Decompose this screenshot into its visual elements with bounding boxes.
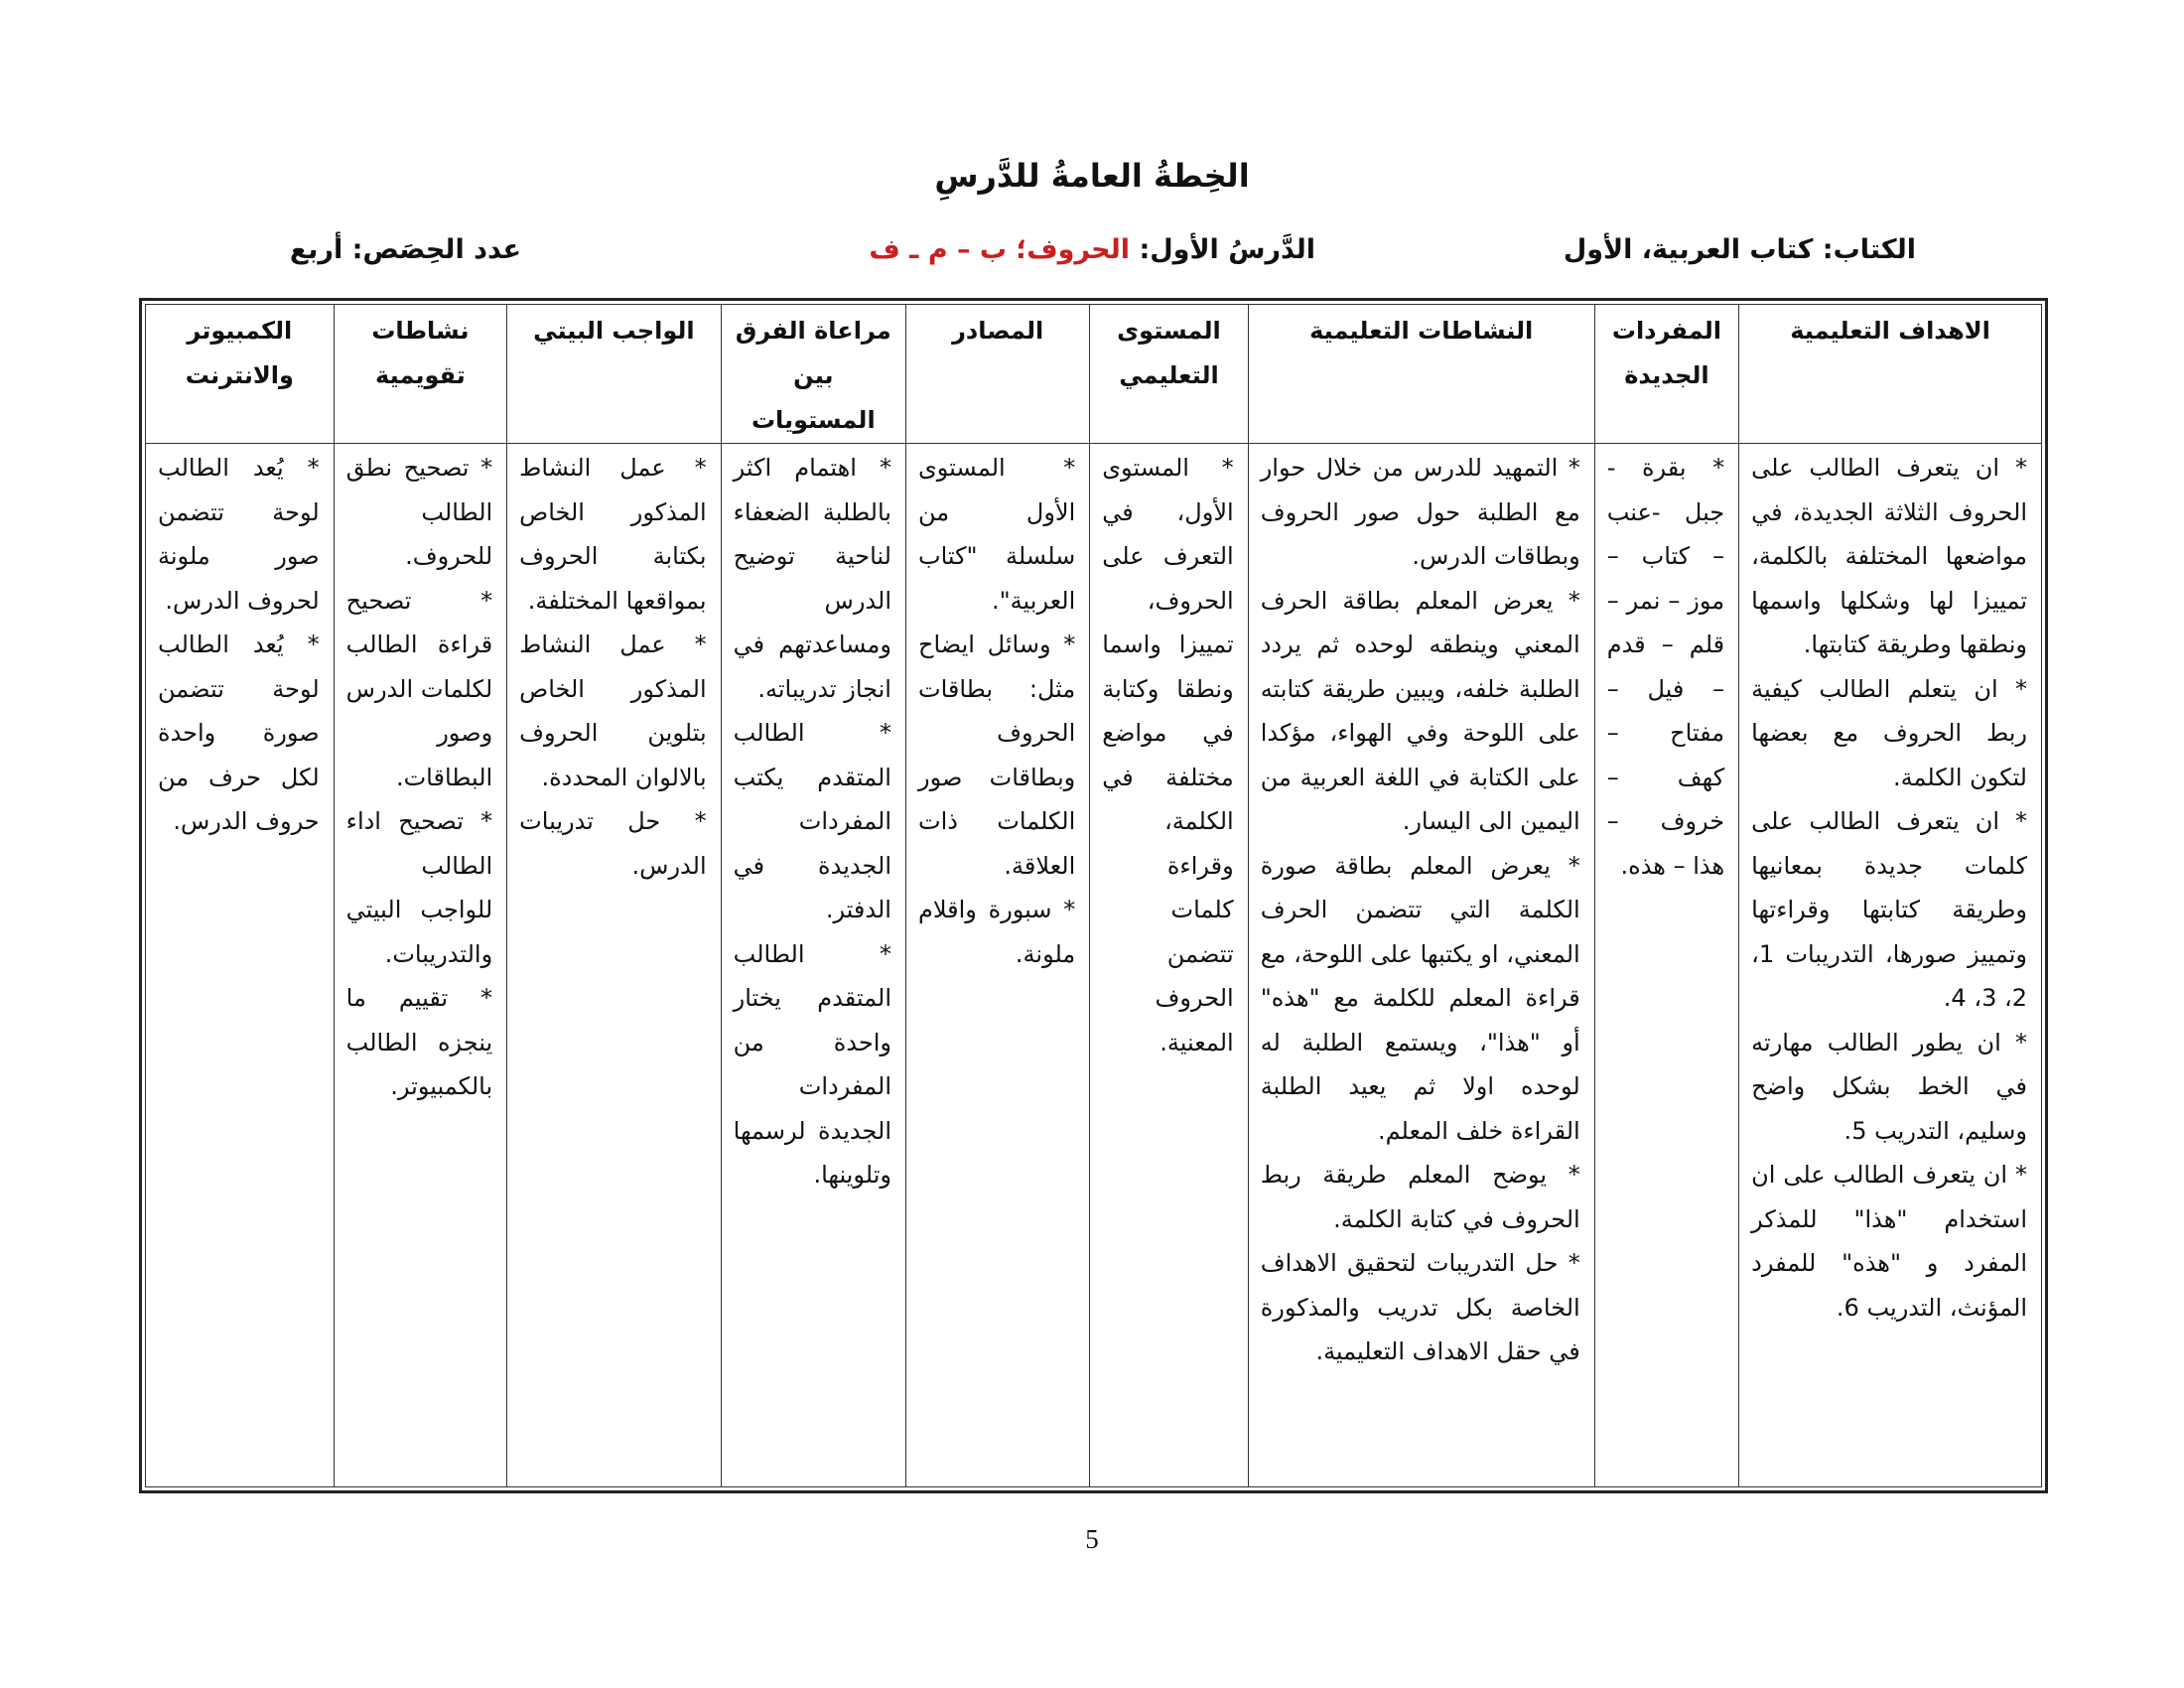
header-resources: المصادر	[905, 305, 1089, 444]
homework-item: * حل تدريبات الدرس.	[519, 807, 707, 880]
header-assessment: نشاطات تقويمية	[334, 305, 507, 444]
activity-item: * التمهيد للدرس من خلال حوار مع الطلبة حول صور الحروف وبطاقات الدرس.	[1260, 454, 1580, 570]
page-title: الخِطةُ العامةُ للدَّرسِ	[934, 157, 1250, 195]
objective-item: * ان يتعرف الطالب على ان استخدام "هذا" للمذكر المفرد و "هذه" للمفرد المؤنث، التدريب 6.	[1751, 1161, 2027, 1322]
objective-item: * ان يتعلم الطالب كيفية ربط الحروف مع بعضها لتكون الكلمة.	[1751, 674, 2027, 791]
table-header-row	[146, 305, 2042, 444]
cell-new-vocabulary	[1594, 444, 1738, 1487]
objective-item: * ان يتعرف الطالب على الحروف الثلاثة الجديدة، في مواضعها المختلفة بالكلمة، تمييزا لها وشكلها واسمها ونطقها وطريقة كتابتها.	[1751, 454, 2027, 658]
table-row	[146, 444, 2042, 1487]
lesson-topic: الحروف؛ ب – م ـ ف	[869, 234, 1131, 265]
header-differentiation: مراعاة الفرق بين المستويات	[721, 305, 905, 444]
activity-item: * يعرض المعلم بطاقة الحرف المعني وينطقه لوحده ثم يردد الطلبة خلفه، ويبين طريقة كتابته على اللوحة وفي الهواء، مؤكدا على الكتابة في اللغة العربية من اليمين الى اليسار.	[1260, 586, 1580, 835]
cell-level	[1090, 444, 1248, 1487]
assessment-item: * تقييم ما ينجزه الطالب بالكمبيوتر.	[345, 984, 493, 1100]
objective-item: * ان يتعرف الطالب على كلمات جديدة بمعانيها وطريقة كتابتها وقراءتها وتمييز صورها، التدريبات 1، 2، 3، 4.	[1751, 807, 2027, 1012]
vocabulary-list: * بقرة - جبل -عنب – كتاب – موز – نمر – قلم – قدم – فيل – مفتاح – كهف – خروف – هذا – هذه.	[1606, 454, 1725, 880]
computer-item: * يُعد الطالب لوحة تتضمن صور ملونة لحروف الدرس.	[158, 454, 320, 615]
header-level: المستوى التعليمي	[1090, 305, 1248, 444]
activity-item: * يوضح المعلم طريقة ربط الحروف في كتابة الكلمة.	[1260, 1161, 1580, 1233]
computer-item: * يُعد الطالب لوحة تتضمن صورة واحدة لكل حرف من حروف الدرس.	[158, 631, 320, 835]
activity-item: * يعرض المعلم بطاقة صورة الكلمة التي تتضمن الحرف المعني، او يكتبها على اللوحة، مع قراءة المعلم للكلمة مع "هذه" أو "هذا"، ويستمع الطلبة له لوحده اولا ثم يعيد الطلبة القراءة خلف المعلم.	[1260, 851, 1580, 1145]
cell-objectives	[1739, 444, 2042, 1487]
book-label: الكتاب: كتاب العربية، الأول	[1563, 234, 1916, 265]
differentiation-item: * الطالب المتقدم يكتب المفردات الجديدة في الدفتر.	[733, 719, 891, 923]
cell-learning-activities	[1248, 444, 1594, 1487]
cell-assessment	[334, 444, 507, 1487]
resource-item: * المستوى الأول من سلسلة "كتاب العربية".	[917, 454, 1076, 615]
cell-homework	[507, 444, 721, 1487]
level-item: * المستوى الأول، في التعرف على الحروف، تمييزا واسما ونطقا وكتابة في مواضع مختلفة في الكلمة، وقراءة كلمات تتضمن الحروف المعنية.	[1102, 454, 1234, 1056]
activity-item: * حل التدريبات لتحقيق الاهداف الخاصة بكل تدريب والمذكورة في حقل الاهداف التعليمية.	[1260, 1249, 1580, 1365]
cell-computer-internet	[146, 444, 335, 1487]
header-objectives: الاهداف التعليمية	[1739, 305, 2042, 444]
resource-item: * سبورة واقلام ملونة.	[917, 896, 1076, 968]
differentiation-item: * اهتمام اكثر بالطلبة الضعفاء لناحية توضيح الدرس ومساعدتهم في انجاز تدريباته.	[733, 454, 891, 703]
assessment-item: * تصحيح قراءة الطالب لكلمات الدرس وصور البطاقات.	[345, 586, 493, 791]
lesson-plan-table	[145, 304, 2042, 1487]
differentiation-item: * الطالب المتقدم يختار واحدة من المفردات الجديدة لرسمها وتلوينها.	[733, 939, 891, 1189]
lesson-number: الدَّرسُ الأول:	[1139, 234, 1315, 265]
page-number: 5	[1085, 1524, 1099, 1554]
periods-count: عدد الحِصَص: أربع	[289, 234, 521, 265]
cell-differentiation	[721, 444, 905, 1487]
header-new-vocabulary: المفردات الجديدة	[1594, 305, 1738, 444]
assessment-item: * تصحيح نطق الطالب للحروف.	[345, 454, 493, 570]
resource-item: * وسائل ايضاح مثل: بطاقات الحروف وبطاقات صور الكلمات ذات العلاقة.	[917, 631, 1076, 880]
header-computer-internet: الكمبيوتر والانترنت	[146, 305, 335, 444]
header-homework: الواجب البيتي	[507, 305, 721, 444]
homework-item: * عمل النشاط المذكور الخاص بتلوين الحروف بالالوان المحددة.	[519, 631, 707, 791]
lesson-plan-table-frame	[139, 298, 2048, 1493]
objective-item: * ان يطور الطالب مهارته في الخط بشكل واضح وسليم، التدريب 5.	[1751, 1028, 2027, 1145]
header-learning-activities: النشاطات التعليمية	[1248, 305, 1594, 444]
cell-resources	[905, 444, 1089, 1487]
lesson-label	[869, 234, 1315, 265]
homework-item: * عمل النشاط المذكور الخاص بكتابة الحروف بمواقعها المختلفة.	[519, 454, 707, 615]
assessment-item: * تصحيح اداء الطالب للواجب البيتي والتدريبات.	[345, 807, 493, 968]
